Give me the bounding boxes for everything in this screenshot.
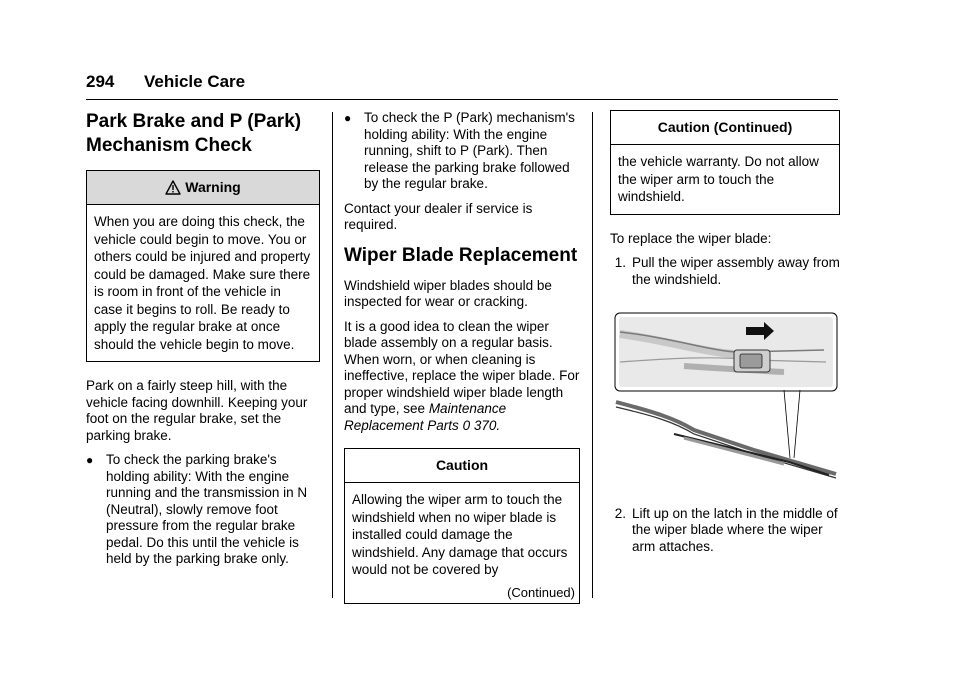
paragraph-clean-wiper bbox=[344, 319, 580, 435]
caution-body: Allowing the wiper arm to touch the windshield when no wiper blade is installed could damage the windshield. Any damage that occurs would not be covered by bbox=[352, 492, 568, 577]
column-3 bbox=[610, 110, 840, 563]
caution-continued-box bbox=[610, 110, 840, 215]
bullet-mark: ● bbox=[344, 111, 352, 125]
warning-heading-text: Warning bbox=[185, 179, 241, 196]
column-divider-2 bbox=[592, 112, 593, 598]
caution-continued-body: the vehicle warranty. Do not allow the wiper arm to touch the windshield. bbox=[618, 154, 819, 204]
paragraph-steep-hill: Park on a fairly steep hill, with the vehicle facing downhill. Keeping your foot on the regular brake, set the parking brake. bbox=[86, 378, 308, 443]
caution-continued-heading: Caution (Continued) bbox=[611, 111, 839, 145]
caution-box bbox=[344, 448, 580, 604]
column-2 bbox=[344, 110, 580, 616]
step-number: 1. bbox=[614, 255, 626, 270]
page-header bbox=[86, 72, 838, 100]
warning-box bbox=[86, 170, 320, 362]
bullet-mark: ● bbox=[86, 453, 94, 467]
step-text: Lift up on the latch in the middle of the wiper blade where the wiper arm attaches. bbox=[632, 505, 838, 554]
step-2 bbox=[610, 506, 840, 556]
caution-continued: (Continued) bbox=[507, 584, 575, 600]
bullet-parking-brake-check bbox=[86, 452, 320, 568]
section-name: Vehicle Care bbox=[144, 72, 246, 91]
page-number: 294 bbox=[86, 72, 115, 91]
warning-heading bbox=[87, 171, 319, 205]
section-title-park-brake: Park Brake and P (Park) Mechanism Check bbox=[86, 111, 302, 156]
caution-heading: Caution bbox=[345, 449, 579, 483]
step-1 bbox=[610, 255, 840, 288]
bullet-text: To check the P (Park) mechanism's holding ability: With the engine running, shift to P (Park). Then release the parking brake followed by the regular brake. bbox=[364, 110, 575, 191]
warning-body: When you are doing this check, the vehicle could begin to move. You or others could be injured and property could be damaged. Make sure there is room in front of the vehicle in case it begins to roll. Be ready to apply the regular brake at once should the vehicle begin to move. bbox=[94, 214, 311, 352]
warning-triangle-icon bbox=[165, 180, 181, 195]
maintenance-parts-link[interactable]: Maintenance Replacement Parts bbox=[344, 401, 507, 433]
page-reference: 0 370. bbox=[462, 417, 501, 433]
bullet-text: To check the parking brake's holding ability: With the engine running and the transmission in N (Neutral), slowly remove foot pressure from the regular brake pedal. Do this until the vehicle is held by the parking brake only. bbox=[106, 452, 308, 566]
wiper-assembly-illustration bbox=[614, 312, 838, 487]
paragraph-replace-intro: To replace the wiper blade: bbox=[610, 230, 772, 246]
bullet-park-mechanism-check bbox=[344, 110, 580, 193]
step-text: Pull the wiper assembly away from the windshield. bbox=[632, 255, 840, 287]
paragraph-clean-wiper-text: It is a good idea to clean the wiper blade assembly on a regular basis. When worn, or when cleaning is ineffective, replace the wiper blade. For proper windshield wiper blade length and type, see bbox=[344, 318, 580, 416]
column-1 bbox=[86, 110, 320, 576]
column-divider-1 bbox=[332, 112, 333, 598]
section-title-wiper-blade: Wiper Blade Replacement bbox=[344, 244, 578, 266]
paragraph-inspect-blades: Windshield wiper blades should be inspected for wear or cracking. bbox=[344, 277, 552, 309]
paragraph-contact-dealer: Contact your dealer if service is required. bbox=[344, 200, 533, 232]
step-number: 2. bbox=[614, 505, 626, 521]
